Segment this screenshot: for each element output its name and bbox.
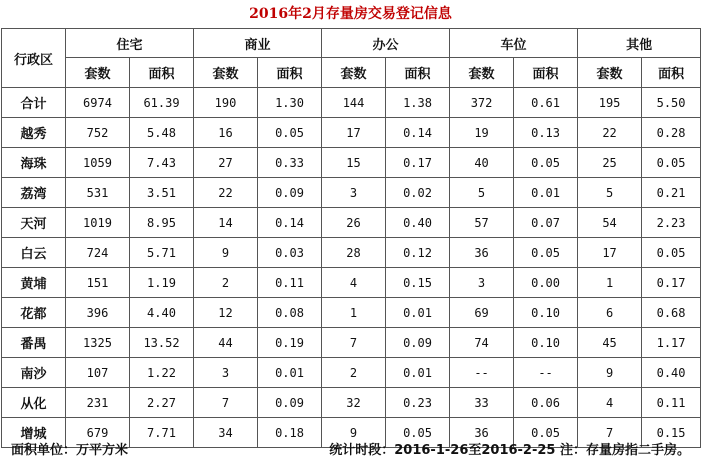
count-cell: 9: [322, 418, 386, 448]
area-cell: 0.05: [386, 418, 450, 448]
subheader-count: 套数: [194, 58, 258, 88]
area-cell: 4.40: [130, 298, 194, 328]
count-cell: 22: [194, 178, 258, 208]
count-cell: 190: [194, 88, 258, 118]
area-cell: 0.07: [514, 208, 578, 238]
count-cell: 36: [450, 238, 514, 268]
area-cell: 0.01: [386, 358, 450, 388]
header-row-subcolumns: [2, 58, 701, 88]
count-cell: 12: [194, 298, 258, 328]
area-unit-note: 面积单位：万平方米: [11, 443, 129, 458]
count-cell: 9: [194, 238, 258, 268]
count-cell: 19: [450, 118, 514, 148]
area-cell: 1.30: [258, 88, 322, 118]
period-note: 统计时段：2016-1-26至2016-2-25 注：存量房指二手房。: [329, 443, 690, 458]
count-cell: 107: [66, 358, 130, 388]
district-name-cell: 南沙: [2, 358, 66, 388]
count-cell: 25: [578, 148, 642, 178]
table-row: [2, 178, 701, 208]
district-name-cell: 增城: [2, 418, 66, 448]
area-cell: 5.48: [130, 118, 194, 148]
count-cell: 32: [322, 388, 386, 418]
area-cell: 0.05: [514, 418, 578, 448]
area-cell: 0.05: [514, 148, 578, 178]
subheader-count: 套数: [66, 58, 130, 88]
area-cell: --: [514, 358, 578, 388]
group-header-residential: 住宅: [66, 29, 194, 58]
area-cell: 0.23: [386, 388, 450, 418]
area-cell: 7.71: [130, 418, 194, 448]
subheader-area: 面积: [130, 58, 194, 88]
count-cell: 1019: [66, 208, 130, 238]
table-row: [2, 328, 701, 358]
count-cell: 372: [450, 88, 514, 118]
count-cell: 34: [194, 418, 258, 448]
area-cell: 0.33: [258, 148, 322, 178]
count-cell: 57: [450, 208, 514, 238]
group-header-other: 其他: [578, 29, 701, 58]
district-name-cell: 从化: [2, 388, 66, 418]
district-name-cell: 花都: [2, 298, 66, 328]
subheader-area: 面积: [642, 58, 701, 88]
count-cell: 679: [66, 418, 130, 448]
count-cell: 752: [66, 118, 130, 148]
count-cell: 7: [194, 388, 258, 418]
area-cell: 0.08: [258, 298, 322, 328]
table-row: [2, 268, 701, 298]
count-cell: 14: [194, 208, 258, 238]
count-cell: 396: [66, 298, 130, 328]
area-cell: 1.38: [386, 88, 450, 118]
count-cell: 74: [450, 328, 514, 358]
table-row: [2, 208, 701, 238]
area-cell: 0.09: [258, 178, 322, 208]
transaction-table: [1, 28, 701, 448]
count-cell: 69: [450, 298, 514, 328]
subheader-count: 套数: [450, 58, 514, 88]
area-cell: 0.17: [386, 148, 450, 178]
district-name-cell: 白云: [2, 238, 66, 268]
area-cell: 13.52: [130, 328, 194, 358]
count-cell: 36: [450, 418, 514, 448]
count-cell: 1: [578, 268, 642, 298]
group-header-commercial: 商业: [194, 29, 322, 58]
area-cell: 0.15: [386, 268, 450, 298]
count-cell: 3: [194, 358, 258, 388]
subheader-area: 面积: [258, 58, 322, 88]
count-cell: 54: [578, 208, 642, 238]
count-cell: 33: [450, 388, 514, 418]
area-cell: 0.14: [258, 208, 322, 238]
area-cell: 1.22: [130, 358, 194, 388]
subheader-count: 套数: [322, 58, 386, 88]
district-name-cell: 黄埔: [2, 268, 66, 298]
area-cell: 0.68: [642, 298, 701, 328]
count-cell: 531: [66, 178, 130, 208]
area-cell: 0.10: [514, 298, 578, 328]
table-row: [2, 298, 701, 328]
area-cell: 0.40: [386, 208, 450, 238]
count-cell: 6: [578, 298, 642, 328]
area-cell: 2.23: [642, 208, 701, 238]
area-cell: 0.11: [642, 388, 701, 418]
area-cell: 0.15: [642, 418, 701, 448]
area-cell: 0.05: [642, 148, 701, 178]
area-cell: 0.19: [258, 328, 322, 358]
area-cell: 0.10: [514, 328, 578, 358]
table-row: [2, 148, 701, 178]
district-header: 行政区: [2, 29, 66, 88]
count-cell: 15: [322, 148, 386, 178]
area-cell: 0.21: [642, 178, 701, 208]
count-cell: 4: [322, 268, 386, 298]
count-cell: 1: [322, 298, 386, 328]
count-cell: 5: [450, 178, 514, 208]
count-cell: 231: [66, 388, 130, 418]
area-cell: 3.51: [130, 178, 194, 208]
area-cell: 2.27: [130, 388, 194, 418]
table-row: [2, 358, 701, 388]
area-cell: 8.95: [130, 208, 194, 238]
table-row: [2, 88, 701, 118]
area-cell: 0.02: [386, 178, 450, 208]
area-cell: 5.71: [130, 238, 194, 268]
area-cell: 0.05: [642, 238, 701, 268]
count-cell: 45: [578, 328, 642, 358]
area-cell: 0.09: [258, 388, 322, 418]
area-cell: 1.17: [642, 328, 701, 358]
count-cell: 3: [450, 268, 514, 298]
subheader-area: 面积: [386, 58, 450, 88]
district-name-cell: 越秀: [2, 118, 66, 148]
count-cell: 7: [578, 418, 642, 448]
subheader-count: 套数: [578, 58, 642, 88]
count-cell: 2: [322, 358, 386, 388]
count-cell: 4: [578, 388, 642, 418]
area-cell: 0.01: [514, 178, 578, 208]
area-cell: 1.19: [130, 268, 194, 298]
count-cell: 9: [578, 358, 642, 388]
area-cell: 0.13: [514, 118, 578, 148]
area-cell: 0.40: [642, 358, 701, 388]
table-row: [2, 118, 701, 148]
area-cell: 0.28: [642, 118, 701, 148]
count-cell: 16: [194, 118, 258, 148]
group-header-parking: 车位: [450, 29, 578, 58]
count-cell: 5: [578, 178, 642, 208]
count-cell: 22: [578, 118, 642, 148]
count-cell: 1059: [66, 148, 130, 178]
count-cell: 724: [66, 238, 130, 268]
count-cell: 7: [322, 328, 386, 358]
header-row-groups: [2, 29, 701, 58]
count-cell: 28: [322, 238, 386, 268]
area-cell: 7.43: [130, 148, 194, 178]
district-name-cell: 合计: [2, 88, 66, 118]
area-cell: 0.11: [258, 268, 322, 298]
area-cell: 0.14: [386, 118, 450, 148]
count-cell: 1325: [66, 328, 130, 358]
count-cell: 26: [322, 208, 386, 238]
count-cell: 3: [322, 178, 386, 208]
area-cell: 5.50: [642, 88, 701, 118]
table-row: [2, 388, 701, 418]
district-name-cell: 海珠: [2, 148, 66, 178]
page-title: 2016年2月存量房交易登记信息: [249, 6, 452, 22]
area-cell: 0.00: [514, 268, 578, 298]
area-cell: 0.17: [642, 268, 701, 298]
area-cell: 0.61: [514, 88, 578, 118]
count-cell: 144: [322, 88, 386, 118]
count-cell: 40: [450, 148, 514, 178]
subheader-area: 面积: [514, 58, 578, 88]
area-cell: 0.05: [258, 118, 322, 148]
count-cell: --: [450, 358, 514, 388]
area-cell: 0.06: [514, 388, 578, 418]
footer: [1, 431, 700, 463]
count-cell: 6974: [66, 88, 130, 118]
table-body: [2, 88, 701, 448]
area-cell: 0.12: [386, 238, 450, 268]
district-name-cell: 天河: [2, 208, 66, 238]
count-cell: 44: [194, 328, 258, 358]
count-cell: 195: [578, 88, 642, 118]
group-header-office: 办公: [322, 29, 450, 58]
table-row: [2, 238, 701, 268]
area-cell: 0.01: [258, 358, 322, 388]
area-cell: 0.01: [386, 298, 450, 328]
count-cell: 17: [578, 238, 642, 268]
count-cell: 17: [322, 118, 386, 148]
area-cell: 61.39: [130, 88, 194, 118]
area-cell: 0.18: [258, 418, 322, 448]
area-cell: 0.03: [258, 238, 322, 268]
district-name-cell: 番禺: [2, 328, 66, 358]
area-cell: 0.09: [386, 328, 450, 358]
district-name-cell: 荔湾: [2, 178, 66, 208]
area-cell: 0.05: [514, 238, 578, 268]
count-cell: 2: [194, 268, 258, 298]
count-cell: 151: [66, 268, 130, 298]
count-cell: 27: [194, 148, 258, 178]
